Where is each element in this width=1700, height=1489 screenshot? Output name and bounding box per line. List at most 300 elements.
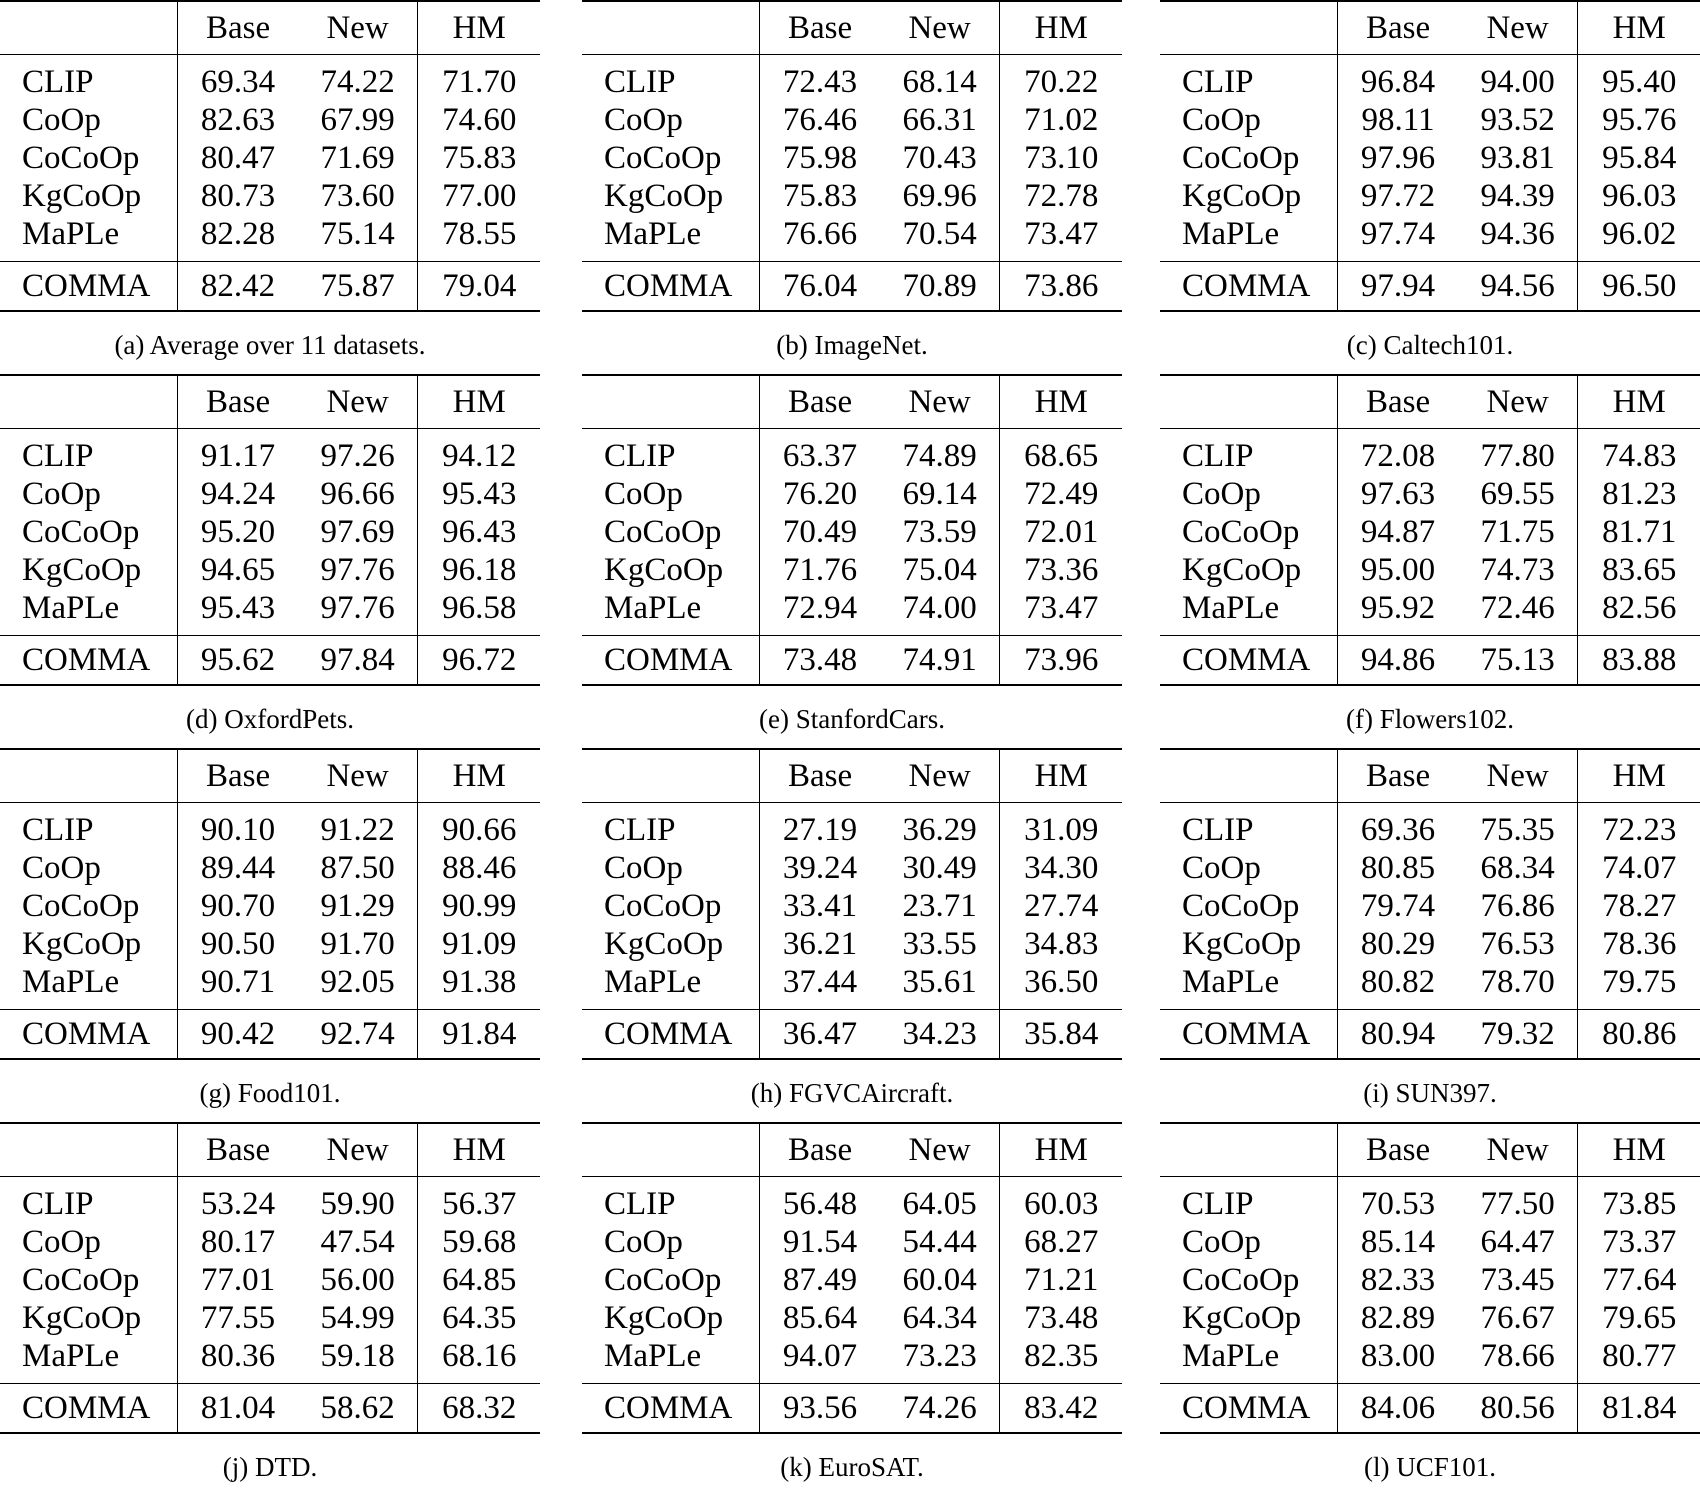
subtable-panel	[582, 1122, 1122, 1483]
table-row	[0, 849, 540, 887]
value-hm: 72.23	[1578, 803, 1700, 850]
value-hm: 78.55	[418, 215, 540, 262]
value-new: 75.04	[902, 552, 977, 588]
value-base: 90.70	[178, 887, 298, 925]
method-name: MaPLe	[1182, 1338, 1280, 1374]
value-new: 96.66	[320, 476, 395, 512]
value-hm: 68.65	[1000, 429, 1122, 476]
value-new: 54.44	[902, 1224, 977, 1260]
value-new: 70.89	[880, 262, 1000, 312]
header-empty-cell	[1160, 375, 1338, 429]
value-base: 76.66	[760, 215, 880, 262]
value-new: 35.61	[902, 964, 977, 1000]
value-base: 75.98	[760, 139, 880, 177]
method-name: CoCoOp	[1182, 514, 1300, 550]
value-base: 82.63	[178, 101, 298, 139]
table-row	[582, 925, 1122, 963]
subtable-caption: (j) DTD.	[222, 1452, 318, 1482]
value-hm: 91.09	[418, 925, 540, 963]
header-empty-cell	[1160, 749, 1338, 803]
header-base: Base	[178, 375, 298, 429]
header-empty-cell	[582, 1123, 760, 1177]
value-base: 27.19	[760, 803, 880, 850]
value-base: 82.42	[178, 262, 298, 312]
method-name: KgCoOp	[604, 552, 724, 588]
method-name: CoOp	[604, 1224, 683, 1260]
subtable-panel	[0, 0, 540, 361]
method-name: CLIP	[22, 1186, 94, 1222]
value-new: 73.23	[902, 1338, 977, 1374]
value-base: 82.89	[1338, 1299, 1458, 1337]
table-row	[0, 1223, 540, 1261]
value-hm: 59.68	[418, 1223, 540, 1261]
method-name: KgCoOp	[22, 926, 142, 962]
header-row	[582, 749, 1122, 803]
value-hm: 74.07	[1578, 849, 1700, 887]
results-table	[0, 0, 540, 312]
value-new: 78.70	[1480, 964, 1555, 1000]
value-base: 96.84	[1338, 55, 1458, 102]
value-new: 75.14	[320, 216, 395, 252]
value-hm: 70.22	[1000, 55, 1122, 102]
value-new: 64.05	[902, 1186, 977, 1222]
value-base: 39.24	[760, 849, 880, 887]
header-empty-cell	[0, 375, 178, 429]
results-table	[582, 374, 1122, 686]
results-table	[0, 748, 540, 1060]
value-base: 90.71	[178, 963, 298, 1010]
header-hm: HM	[1578, 1, 1700, 55]
value-base: 63.37	[760, 429, 880, 476]
value-base: 77.55	[178, 1299, 298, 1337]
value-base: 72.43	[760, 55, 880, 102]
method-name: MaPLe	[1182, 590, 1280, 626]
method-name: CLIP	[604, 1186, 676, 1222]
table-row	[0, 925, 540, 963]
header-new: New	[1458, 1, 1578, 55]
method-name: KgCoOp	[22, 552, 142, 588]
results-table	[1160, 1122, 1700, 1434]
table-row	[0, 803, 540, 850]
value-hm: 79.75	[1578, 963, 1700, 1010]
value-hm: 95.40	[1578, 55, 1700, 102]
value-new: 64.47	[1480, 1224, 1555, 1260]
method-name: CoCoOp	[604, 888, 722, 924]
header-empty-cell	[1160, 1123, 1338, 1177]
method-name: KgCoOp	[22, 1300, 142, 1336]
header-empty-cell	[1160, 1, 1338, 55]
value-new: 91.70	[320, 926, 395, 962]
table-row	[582, 887, 1122, 925]
table-row	[1160, 849, 1700, 887]
header-row	[582, 375, 1122, 429]
method-name: COMMA	[1160, 636, 1338, 686]
value-base: 80.47	[178, 139, 298, 177]
header-hm: HM	[1000, 375, 1122, 429]
value-hm: 71.02	[1000, 101, 1122, 139]
value-hm: 77.00	[418, 177, 540, 215]
method-name: MaPLe	[604, 216, 702, 252]
header-hm: HM	[1000, 1, 1122, 55]
subtable-panel	[582, 748, 1122, 1109]
table-row	[1160, 887, 1700, 925]
subtable-caption: (h) FGVCAircraft.	[750, 1078, 954, 1108]
value-hm: 78.27	[1578, 887, 1700, 925]
table-row	[1160, 513, 1700, 551]
value-new: 68.34	[1480, 850, 1555, 886]
value-hm: 73.47	[1000, 215, 1122, 262]
method-name: KgCoOp	[604, 926, 724, 962]
results-table	[582, 0, 1122, 312]
value-hm: 75.83	[418, 139, 540, 177]
value-new: 77.50	[1480, 1186, 1555, 1222]
value-new: 73.60	[320, 178, 395, 214]
table-row	[1160, 1337, 1700, 1384]
table-row	[582, 803, 1122, 850]
value-base: 82.28	[178, 215, 298, 262]
value-hm: 80.86	[1578, 1010, 1700, 1060]
value-base: 37.44	[760, 963, 880, 1010]
value-hm: 64.35	[418, 1299, 540, 1337]
header-base: Base	[1338, 749, 1458, 803]
value-hm: 73.48	[1000, 1299, 1122, 1337]
value-new: 74.89	[902, 438, 977, 474]
value-base: 72.94	[760, 589, 880, 636]
subtable-panel	[0, 1122, 540, 1483]
proposed-method-row	[0, 1384, 540, 1434]
value-new: 78.66	[1480, 1338, 1555, 1374]
value-hm: 81.23	[1578, 475, 1700, 513]
table-row	[1160, 925, 1700, 963]
value-base: 36.21	[760, 925, 880, 963]
proposed-method-row	[582, 636, 1122, 686]
header-base: Base	[760, 1123, 880, 1177]
table-row	[1160, 1261, 1700, 1299]
value-new: 77.80	[1480, 438, 1555, 474]
value-hm: 95.84	[1578, 139, 1700, 177]
value-new: 59.90	[320, 1186, 395, 1222]
results-table	[1160, 748, 1700, 1060]
method-name: CoCoOp	[1182, 888, 1300, 924]
method-name: CLIP	[22, 64, 94, 100]
table-row	[0, 475, 540, 513]
value-hm: 74.83	[1578, 429, 1700, 476]
value-hm: 79.65	[1578, 1299, 1700, 1337]
value-new: 94.00	[1480, 64, 1555, 100]
method-name: COMMA	[582, 636, 760, 686]
results-table	[0, 1122, 540, 1434]
method-name: MaPLe	[22, 216, 120, 252]
method-name: CoCoOp	[1182, 1262, 1300, 1298]
method-name: COMMA	[0, 1384, 178, 1434]
value-hm: 27.74	[1000, 887, 1122, 925]
header-hm: HM	[418, 1123, 540, 1177]
value-hm: 71.70	[418, 55, 540, 102]
results-table	[582, 748, 1122, 1060]
value-new: 97.84	[298, 636, 418, 686]
header-new: New	[880, 749, 1000, 803]
results-table	[0, 374, 540, 686]
value-hm: 91.38	[418, 963, 540, 1010]
value-hm: 71.21	[1000, 1261, 1122, 1299]
value-new: 56.00	[320, 1262, 395, 1298]
value-new: 70.43	[902, 140, 977, 176]
header-new: New	[1458, 749, 1578, 803]
value-new: 87.50	[320, 850, 395, 886]
method-name: COMMA	[1160, 262, 1338, 312]
value-base: 80.29	[1338, 925, 1458, 963]
method-name: MaPLe	[604, 1338, 702, 1374]
header-new: New	[298, 1, 418, 55]
value-new: 92.74	[298, 1010, 418, 1060]
table-row	[1160, 475, 1700, 513]
method-name: CLIP	[604, 812, 676, 848]
value-new: 69.55	[1480, 476, 1555, 512]
value-new: 58.62	[298, 1384, 418, 1434]
table-row	[582, 1261, 1122, 1299]
proposed-method-row	[1160, 1010, 1700, 1060]
subtable-caption: (l) UCF101.	[1363, 1452, 1496, 1482]
value-base: 53.24	[178, 1177, 298, 1224]
proposed-method-row	[582, 1010, 1122, 1060]
header-empty-cell	[582, 375, 760, 429]
table-row	[1160, 215, 1700, 262]
method-name: CoCoOp	[1182, 140, 1300, 176]
subtable-panel	[1160, 1122, 1700, 1483]
value-hm: 81.71	[1578, 513, 1700, 551]
header-empty-cell	[0, 1, 178, 55]
proposed-method-row	[0, 1010, 540, 1060]
value-hm: 64.85	[418, 1261, 540, 1299]
header-new: New	[298, 375, 418, 429]
value-hm: 95.43	[418, 475, 540, 513]
subtable-panel	[1160, 748, 1700, 1109]
value-base: 76.20	[760, 475, 880, 513]
method-name: CoCoOp	[22, 1262, 140, 1298]
value-base: 79.74	[1338, 887, 1458, 925]
proposed-method-row	[0, 262, 540, 312]
value-hm: 68.27	[1000, 1223, 1122, 1261]
value-hm: 96.72	[418, 636, 540, 686]
value-new: 71.75	[1480, 514, 1555, 550]
value-hm: 79.04	[418, 262, 540, 312]
value-hm: 35.84	[1000, 1010, 1122, 1060]
value-new: 76.86	[1480, 888, 1555, 924]
value-new: 64.34	[902, 1300, 977, 1336]
header-hm: HM	[418, 749, 540, 803]
table-row	[582, 963, 1122, 1010]
table-row	[0, 551, 540, 589]
value-base: 80.73	[178, 177, 298, 215]
proposed-method-row	[1160, 636, 1700, 686]
proposed-method-row	[582, 1384, 1122, 1434]
value-new: 23.71	[902, 888, 977, 924]
table-row	[582, 429, 1122, 476]
table-row	[1160, 551, 1700, 589]
table-row	[1160, 101, 1700, 139]
value-base: 85.64	[760, 1299, 880, 1337]
value-hm: 90.66	[418, 803, 540, 850]
value-base: 90.50	[178, 925, 298, 963]
value-base: 95.92	[1338, 589, 1458, 636]
value-hm: 80.77	[1578, 1337, 1700, 1384]
value-new: 94.36	[1480, 216, 1555, 252]
table-row	[1160, 55, 1700, 102]
value-base: 94.87	[1338, 513, 1458, 551]
method-name: CoOp	[22, 102, 101, 138]
table-row	[0, 1177, 540, 1224]
method-name: CoOp	[604, 850, 683, 886]
header-hm: HM	[1000, 749, 1122, 803]
table-row	[1160, 1177, 1700, 1224]
value-base: 84.06	[1338, 1384, 1458, 1434]
value-base: 97.63	[1338, 475, 1458, 513]
header-hm: HM	[418, 1, 540, 55]
table-row	[1160, 963, 1700, 1010]
header-base: Base	[760, 1, 880, 55]
value-new: 59.18	[320, 1338, 395, 1374]
value-base: 80.82	[1338, 963, 1458, 1010]
value-hm: 73.36	[1000, 551, 1122, 589]
table-row	[0, 1261, 540, 1299]
proposed-method-row	[1160, 262, 1700, 312]
value-new: 75.13	[1458, 636, 1578, 686]
value-hm: 73.86	[1000, 262, 1122, 312]
value-new: 73.45	[1480, 1262, 1555, 1298]
table-row	[0, 963, 540, 1010]
method-name: CLIP	[22, 812, 94, 848]
method-name: CoCoOp	[604, 140, 722, 176]
method-name: COMMA	[582, 262, 760, 312]
value-base: 91.17	[178, 429, 298, 476]
value-hm: 83.42	[1000, 1384, 1122, 1434]
value-new: 69.14	[902, 476, 977, 512]
value-base: 71.76	[760, 551, 880, 589]
value-hm: 34.30	[1000, 849, 1122, 887]
value-base: 83.00	[1338, 1337, 1458, 1384]
method-name: MaPLe	[22, 590, 120, 626]
subtable-caption: (f) Flowers102.	[1346, 704, 1514, 734]
table-row	[582, 551, 1122, 589]
value-hm: 77.64	[1578, 1261, 1700, 1299]
method-name: CLIP	[604, 64, 676, 100]
method-name: COMMA	[582, 1384, 760, 1434]
value-hm: 73.10	[1000, 139, 1122, 177]
header-row	[1160, 1, 1700, 55]
value-hm: 36.50	[1000, 963, 1122, 1010]
header-base: Base	[760, 749, 880, 803]
method-name: MaPLe	[604, 964, 702, 1000]
method-name: MaPLe	[604, 590, 702, 626]
header-hm: HM	[1578, 749, 1700, 803]
value-base: 95.00	[1338, 551, 1458, 589]
table-row	[0, 1337, 540, 1384]
header-row	[0, 749, 540, 803]
header-base: Base	[1338, 1123, 1458, 1177]
table-row	[582, 215, 1122, 262]
value-base: 69.36	[1338, 803, 1458, 850]
header-base: Base	[760, 375, 880, 429]
method-name: MaPLe	[22, 1338, 120, 1374]
table-row	[1160, 1299, 1700, 1337]
value-hm: 90.99	[418, 887, 540, 925]
value-new: 91.22	[320, 812, 395, 848]
value-new: 79.32	[1458, 1010, 1578, 1060]
proposed-method-row	[582, 262, 1122, 312]
value-new: 36.29	[902, 812, 977, 848]
header-empty-cell	[0, 749, 178, 803]
header-row	[1160, 749, 1700, 803]
method-name: CLIP	[1182, 64, 1254, 100]
method-name: CoOp	[1182, 850, 1261, 886]
value-base: 98.11	[1338, 101, 1458, 139]
value-base: 76.46	[760, 101, 880, 139]
value-hm: 96.03	[1578, 177, 1700, 215]
value-base: 90.42	[178, 1010, 298, 1060]
value-new: 74.91	[880, 636, 1000, 686]
table-row	[582, 101, 1122, 139]
value-new: 60.04	[902, 1262, 977, 1298]
subtable-panel	[1160, 374, 1700, 735]
header-base: Base	[178, 1, 298, 55]
method-name: COMMA	[0, 1010, 178, 1060]
table-row	[0, 139, 540, 177]
value-new: 33.55	[902, 926, 977, 962]
value-hm: 95.76	[1578, 101, 1700, 139]
subtable-caption: (b) ImageNet.	[776, 330, 928, 360]
subtable-caption: (i) SUN397.	[1363, 1078, 1497, 1108]
value-new: 67.99	[320, 102, 395, 138]
method-name: CoOp	[604, 102, 683, 138]
results-table	[582, 1122, 1122, 1434]
value-base: 70.49	[760, 513, 880, 551]
value-hm: 73.96	[1000, 636, 1122, 686]
header-row	[582, 1123, 1122, 1177]
value-new: 97.76	[320, 552, 395, 588]
subtable-panel	[582, 0, 1122, 361]
header-hm: HM	[1000, 1123, 1122, 1177]
method-name: CoCoOp	[604, 514, 722, 550]
value-hm: 31.09	[1000, 803, 1122, 850]
method-name: CoOp	[22, 476, 101, 512]
method-name: KgCoOp	[1182, 1300, 1302, 1336]
value-hm: 78.36	[1578, 925, 1700, 963]
method-name: COMMA	[0, 636, 178, 686]
method-name: KgCoOp	[1182, 926, 1302, 962]
value-new: 75.87	[298, 262, 418, 312]
header-new: New	[880, 1, 1000, 55]
value-new: 80.56	[1458, 1384, 1578, 1434]
value-base: 81.04	[178, 1384, 298, 1434]
method-name: CoOp	[1182, 1224, 1261, 1260]
table-row	[582, 1299, 1122, 1337]
header-new: New	[880, 375, 1000, 429]
table-row	[582, 475, 1122, 513]
table-row	[0, 1299, 540, 1337]
method-name: CLIP	[22, 438, 94, 474]
value-base: 36.47	[760, 1010, 880, 1060]
header-hm: HM	[418, 375, 540, 429]
header-row	[1160, 375, 1700, 429]
header-base: Base	[178, 749, 298, 803]
value-hm: 82.56	[1578, 589, 1700, 636]
value-new: 66.31	[902, 102, 977, 138]
value-base: 76.04	[760, 262, 880, 312]
header-row	[0, 375, 540, 429]
value-base: 72.08	[1338, 429, 1458, 476]
header-row	[0, 1123, 540, 1177]
table-row	[0, 513, 540, 551]
